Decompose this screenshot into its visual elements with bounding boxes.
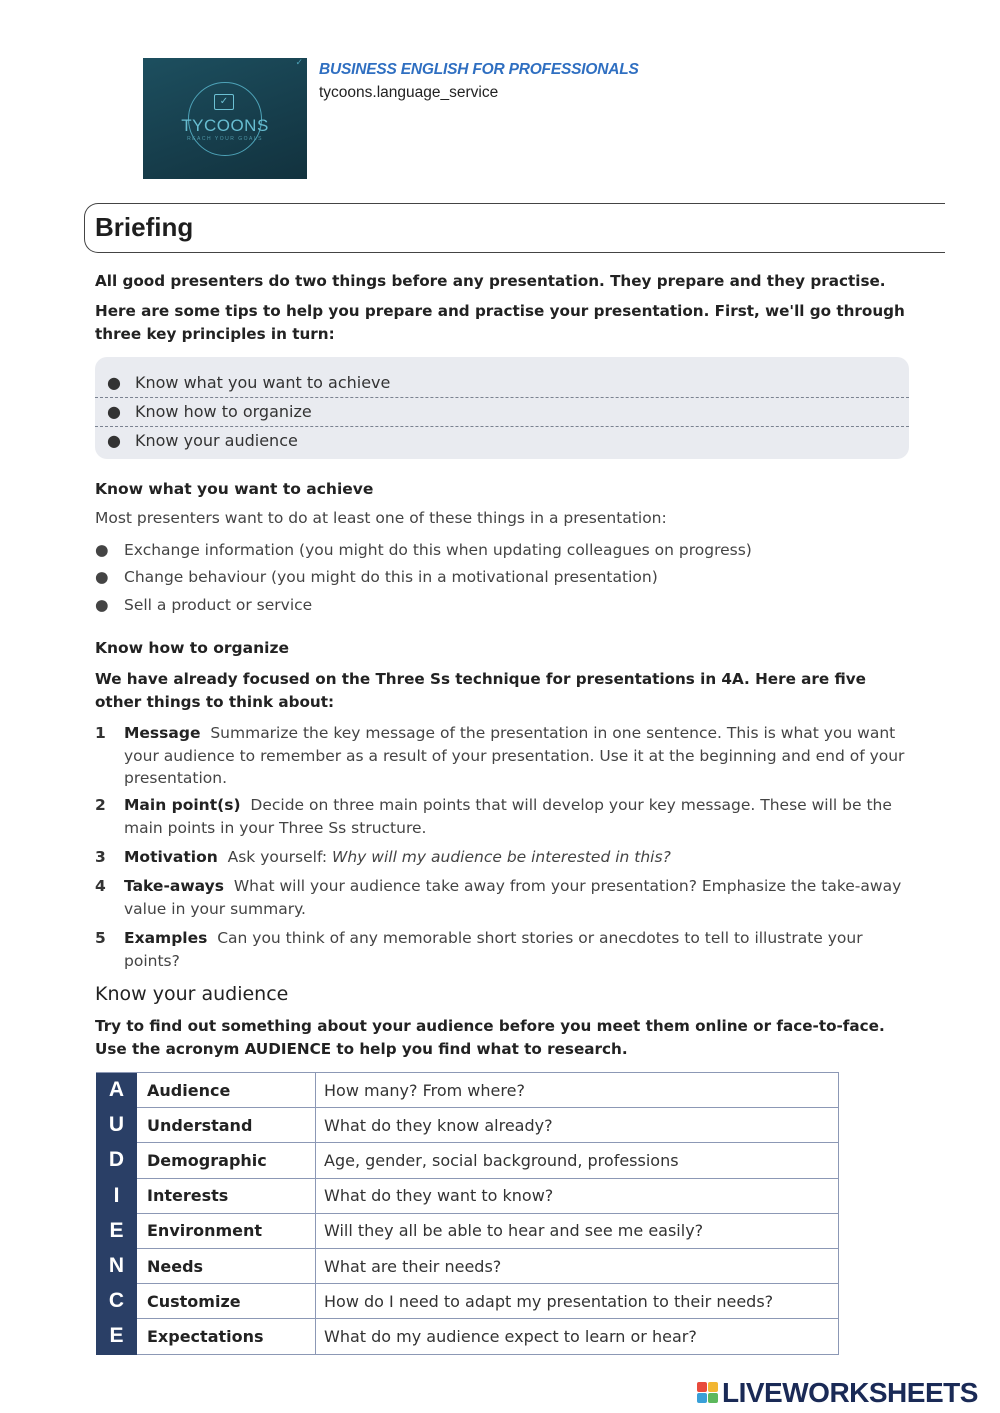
item-term: Examples [124,929,208,947]
principle-item [95,426,909,455]
social-handle: tycoons.language_service [319,84,499,101]
acronym-letter: E [96,1319,137,1354]
item-text: Decide on three main points that will develop your key message. These will be the main points in your Three Ss structure. [124,796,892,837]
acronym-letter: C [96,1284,137,1319]
research-question: What do my audience expect to learn or hear? [316,1319,839,1354]
acronym-word: Environment [137,1213,316,1248]
acronym-word: Customize [137,1284,316,1319]
intro-paragraph-2: Here are some tips to help you prepare and practise your presentation. First, we'll go through three key principles in turn: [95,302,905,343]
research-question: What do they know already? [316,1108,839,1143]
item-number: 1 [95,724,106,742]
table-row [96,1213,839,1248]
acronym-letter: I [96,1178,137,1213]
research-question: How many? From where? [316,1073,839,1108]
acronym-word: Expectations [137,1319,316,1354]
principle-item [95,397,909,426]
principle-label: Know your audience [135,431,298,450]
briefcase-check-icon: ✓ [214,94,234,110]
item-term: Take-aways [124,877,224,895]
table-row [96,1073,839,1108]
briefing-banner [84,203,945,253]
research-question: Will they all be able to hear and see me easily? [316,1213,839,1248]
list-item-text: Change behaviour (you might do this in a motivational presentation) [124,568,658,586]
item-term: Message [124,724,201,742]
item-text: Can you think of any memorable short stories or anecdotes to tell to illustrate your points? [124,929,863,970]
logo-tagline: REACH YOUR GOALS [187,136,263,142]
audience-acronym-table [96,1072,839,1355]
acronym-letter: D [96,1143,137,1178]
acronym-word: Audience [137,1073,316,1108]
table-row [96,1143,839,1178]
acronym-word: Demographic [137,1143,316,1178]
research-question: How do I need to adapt my presentation to their needs? [316,1284,839,1319]
section-heading-organize: Know how to organize [95,639,289,657]
intro-paragraph-1: All good presenters do two things before any presentation. They prepare and they practise. [95,272,886,290]
corner-check-icon: ✓ [295,58,303,68]
principles-box [95,357,909,459]
table-row [96,1178,839,1213]
series-title: BUSINESS ENGLISH FOR PROFESSIONALS [319,61,639,78]
principle-item [95,369,909,397]
bullet-icon: ● [95,596,109,614]
research-question: What do they want to know? [316,1178,839,1213]
acronym-letter: N [96,1248,137,1283]
acronym-letter: U [96,1108,137,1143]
table-row [96,1248,839,1283]
list-item-text: Exchange information (you might do this when updating colleagues on progress) [124,541,752,559]
item-number: 4 [95,877,106,895]
acronym-word: Understand [137,1108,316,1143]
section-heading-achieve: Know what you want to achieve [95,480,374,498]
achieve-lead: Most presenters want to do at least one of these things in a presentation: [95,509,667,527]
acronym-letter: A [96,1073,137,1108]
item-term: Main point(s) [124,796,241,814]
item-term: Motivation [124,848,218,866]
research-question: What are their needs? [316,1248,839,1283]
bullet-icon: ● [95,541,109,559]
item-number: 2 [95,796,106,814]
item-text: Summarize the key message of the presentation in one sentence. This is what you want your audience to remember as a result of your presentation. Use it at the beginning and end of your presentation. [124,724,905,787]
principle-label: Know how to organize [135,402,312,421]
logo-text: TYCOONS [181,116,269,135]
item-text: What will your audience take away from your presentation? Emphasize the take-away value in your summary. [124,877,902,918]
watermark-text: LIVEWORKSHEETS [722,1377,978,1408]
section-heading-audience: Know your audience [95,983,289,1005]
item-italic-text: Why will my audience be interested in this? [332,848,671,866]
item-text: Ask yourself: [227,848,333,866]
acronym-word: Needs [137,1248,316,1283]
organize-lead: We have already focused on the Three Ss technique for presentations in 4A. Here are five other things to think about: [95,670,866,711]
item-number: 5 [95,929,106,947]
acronym-word: Interests [137,1178,316,1213]
bullet-icon: ● [95,568,109,586]
tycoons-logo [143,58,307,179]
principle-label: Know what you want to achieve [135,373,391,392]
liveworksheets-watermark [697,1377,978,1409]
list-item-text: Sell a product or service [124,596,313,614]
table-row [96,1319,839,1354]
table-row [96,1108,839,1143]
table-row [96,1284,839,1319]
bullet-icon: ● [107,431,121,450]
bullet-icon: ● [107,373,121,392]
acronym-letter: E [96,1213,137,1248]
research-question: Age, gender, social background, professions [316,1143,839,1178]
item-number: 3 [95,848,106,866]
page-title: Briefing [95,212,194,242]
liveworksheets-logo-icon [697,1382,719,1404]
bullet-icon: ● [107,402,121,421]
audience-lead: Try to find out something about your audience before you meet them online or face-to-face. Use the acronym AUDIENCE to help you find what to research. [95,1017,885,1058]
